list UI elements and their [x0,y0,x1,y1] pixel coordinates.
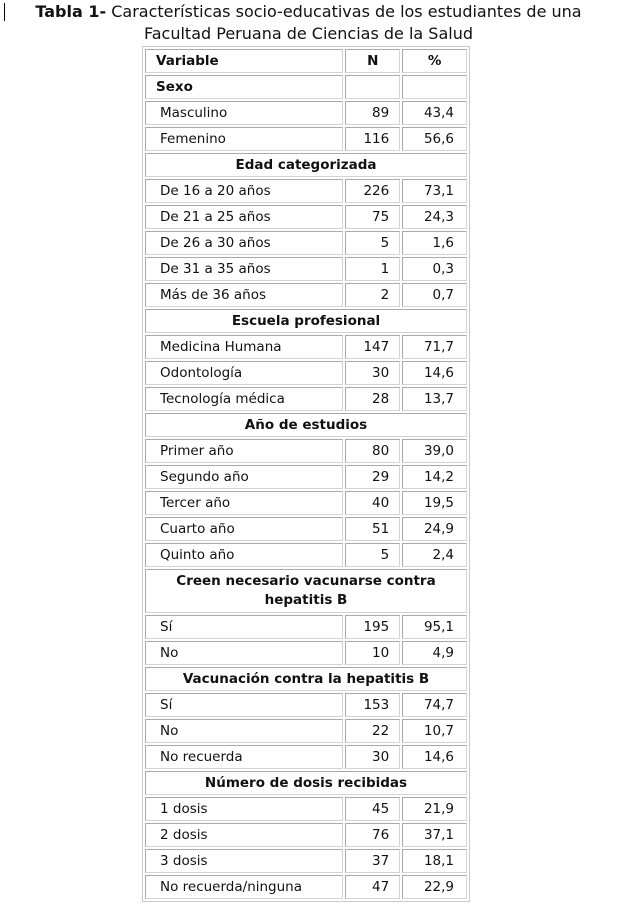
row-percent: 74,7 [402,693,467,717]
caption-title: Características socio-educativas de los estudiantes de una Facultad Peruana de Ciencias de la Salud [106,2,582,43]
row-percent: 43,4 [402,101,467,125]
caption-label: Tabla 1- [35,2,107,21]
row-count: 30 [345,745,400,769]
section-row [145,413,467,437]
row-label: Tercer año [145,491,343,515]
row-percent: 14,2 [402,465,467,489]
row-label: Cuarto año [145,517,343,541]
row-count: 5 [345,543,400,567]
row-label: De 31 a 35 años [145,257,343,281]
row-label: Medicina Humana [145,335,343,359]
row-count: 37 [345,849,400,873]
table-row [145,465,467,489]
row-count: 29 [345,465,400,489]
table-row [145,439,467,463]
row-percent: 56,6 [402,127,467,151]
table-row [145,335,467,359]
row-count: 51 [345,517,400,541]
row-count: 76 [345,823,400,847]
table-row [145,283,467,307]
section-title: Año de estudios [145,413,467,437]
row-label: No recuerda [145,745,343,769]
header-n: N [345,49,400,73]
row-count: 28 [345,387,400,411]
row-count: 80 [345,439,400,463]
table-row [145,387,467,411]
table-row [145,823,467,847]
table-row [145,693,467,717]
section-title: Número de dosis recibidas [145,771,467,795]
row-count: 40 [345,491,400,515]
row-percent: 1,6 [402,231,467,255]
row-percent: 39,0 [402,439,467,463]
row-label: 1 dosis [145,797,343,821]
header-percent: % [402,49,467,73]
section-row [145,153,467,177]
row-label: Femenino [145,127,343,151]
section-row [145,569,467,613]
row-label: De 26 a 30 años [145,231,343,255]
row-percent: 22,9 [402,875,467,899]
table-body [145,75,467,899]
table-row [145,231,467,255]
section-title: Escuela profesional [145,309,467,333]
table-row [145,875,467,899]
row-percent: 0,3 [402,257,467,281]
row-label: Segundo año [145,465,343,489]
row-count: 22 [345,719,400,743]
row-percent: 24,9 [402,517,467,541]
row-percent: 24,3 [402,205,467,229]
row-label: No [145,719,343,743]
row-percent: 18,1 [402,849,467,873]
section-title: Creen necesario vacunarse contra hepatitis B [145,569,467,613]
section-title: Sexo [145,75,343,99]
row-percent: 71,7 [402,335,467,359]
section-row [145,75,467,99]
row-count: 2 [345,283,400,307]
row-percent: 37,1 [402,823,467,847]
empty-cell [345,75,400,99]
row-count: 116 [345,127,400,151]
table-row [145,517,467,541]
row-count: 147 [345,335,400,359]
header-row [145,49,467,73]
row-count: 195 [345,615,400,639]
row-count: 47 [345,875,400,899]
section-title: Edad categorizada [145,153,467,177]
row-label: No recuerda/ninguna [145,875,343,899]
row-label: Sí [145,693,343,717]
row-label: Quinto año [145,543,343,567]
row-label: Sí [145,615,343,639]
row-label: Primer año [145,439,343,463]
row-label: 2 dosis [145,823,343,847]
row-label: Más de 36 años [145,283,343,307]
row-count: 89 [345,101,400,125]
table-row [145,719,467,743]
table-row [145,361,467,385]
table-row [145,127,467,151]
row-count: 45 [345,797,400,821]
row-percent: 14,6 [402,361,467,385]
row-percent: 95,1 [402,615,467,639]
row-label: Odontología [145,361,343,385]
section-row [145,309,467,333]
row-percent: 73,1 [402,179,467,203]
table-row [145,615,467,639]
data-table [142,46,470,902]
table-row [145,205,467,229]
table-row [145,543,467,567]
row-count: 226 [345,179,400,203]
row-count: 1 [345,257,400,281]
row-percent: 13,7 [402,387,467,411]
header-variable: Variable [145,49,343,73]
row-label: Tecnología médica [145,387,343,411]
row-percent: 19,5 [402,491,467,515]
row-count: 153 [345,693,400,717]
table-row [145,257,467,281]
table-row [145,179,467,203]
table-row [145,101,467,125]
table-row [145,641,467,665]
row-label: No [145,641,343,665]
row-percent: 14,6 [402,745,467,769]
table-caption [0,1,617,45]
row-count: 30 [345,361,400,385]
table-row [145,849,467,873]
table-row [145,491,467,515]
section-row [145,667,467,691]
row-label: 3 dosis [145,849,343,873]
row-count: 5 [345,231,400,255]
table-row [145,745,467,769]
row-count: 75 [345,205,400,229]
row-label: De 21 a 25 años [145,205,343,229]
row-label: De 16 a 20 años [145,179,343,203]
row-percent: 4,9 [402,641,467,665]
row-label: Masculino [145,101,343,125]
row-percent: 0,7 [402,283,467,307]
row-percent: 21,9 [402,797,467,821]
section-row [145,771,467,795]
row-percent: 2,4 [402,543,467,567]
empty-cell [402,75,467,99]
row-count: 10 [345,641,400,665]
table-row [145,797,467,821]
row-percent: 10,7 [402,719,467,743]
section-title: Vacunación contra la hepatitis B [145,667,467,691]
